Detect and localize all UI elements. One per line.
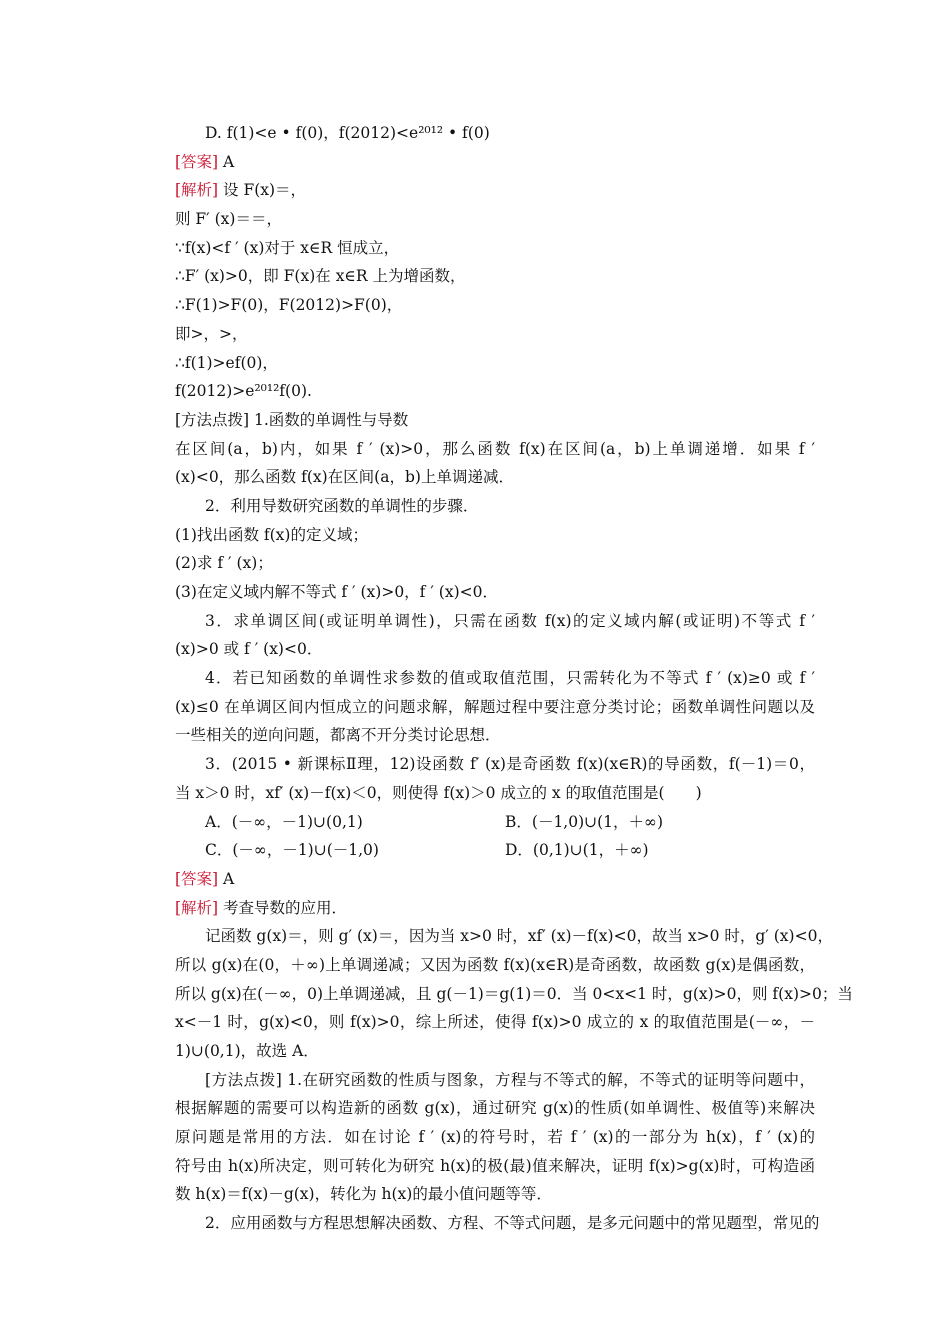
line-text: 2．应用函数与方程思想解决函数、方程、不等式问题，是多元问题中的常见题型，常见的 [205, 1214, 820, 1233]
line-text: A [218, 152, 235, 171]
question-line [175, 779, 815, 808]
text-line [175, 262, 815, 291]
text-line [175, 521, 815, 550]
line-text: 所以 g(x)在(－∞，0)上单调递减，且 g(－1)＝g(1)＝0．当 0<x<1 时，g(x)>0，则 f(x)>0；当 [175, 984, 853, 1003]
line-text: [方法点拨] 1.在研究函数的性质与图象，方程与不等式的解，不等式的证明等问题中， [205, 1070, 815, 1089]
line-text: x<－1 时，g(x)<0，则 f(x)>0，综上所述，使得 f(x)>0 成立的 x 的取值范围是(－∞，－ [175, 1013, 815, 1032]
line-text: 根据解题的需要可以构造新的函数 g(x)，通过研究 g(x)的性质(如单调性、极值等)来解决 [175, 1099, 815, 1118]
option-d: D．(0,1)∪(1，＋∞) [505, 841, 649, 860]
question-line [175, 750, 815, 779]
line-text: ∴f(1)>ef(0)， [175, 353, 278, 372]
text-line [175, 721, 815, 750]
line-text: 原问题是常用的方法．如在讨论 f ′ (x)的符号时，若 f ′ (x)的一部分为 h(x)，f ′ (x)的 [175, 1128, 815, 1147]
line-text: 符号由 h(x)所决定，则可转化为研究 h(x)的极(最)值来解决，证明 f(x)>g(x)时，可构造函 [175, 1156, 815, 1175]
text-line [175, 1037, 815, 1066]
text-line [175, 320, 815, 349]
text-line [175, 1123, 815, 1152]
answer-tag: [答案] [175, 152, 219, 171]
answer-line [175, 865, 815, 894]
text-line [175, 205, 815, 234]
answer-line [175, 148, 815, 177]
text-line [175, 1209, 820, 1238]
text-line [175, 349, 815, 378]
line-text: ∵f(x)<f ′ (x)对于 x∈R 恒成立， [175, 238, 400, 257]
line-text: 1)∪(0,1)，故选 A． [175, 1042, 319, 1060]
line-text: 在区间(a，b)内，如果 f ′ (x)>0，那么函数 f(x)在区间(a，b)上单调递增．如果 f ′ [175, 439, 815, 458]
line-text: 数 h(x)＝f(x)－g(x)，转化为 h(x)的最小值问题等等． [175, 1185, 552, 1204]
text-line [175, 1094, 815, 1123]
document-body [175, 119, 853, 1238]
option-d-line [175, 119, 815, 148]
text-line [175, 607, 815, 636]
analysis-tag: [解析] [175, 898, 219, 917]
line-text: 即>，>， [175, 324, 248, 343]
text-line [175, 951, 815, 980]
line-text: ∴F(1)>F(0)，F(2012)>F(0)， [175, 296, 403, 315]
line-text: A [218, 869, 235, 888]
line-text: f(2012)>e²⁰¹²f(0). [175, 382, 312, 401]
line-text: D. f(1)<e • f(0)，f(2012)<e²⁰¹² • f(0) [205, 124, 490, 142]
text-line [175, 1152, 815, 1181]
line-text: (x)≤0 在单调区间内恒成立的问题求解，解题过程中要注意分类讨论；函数单调性问题以及 [175, 697, 815, 716]
analysis-tag: [解析] [175, 181, 219, 200]
method-heading [175, 406, 815, 435]
line-text: 3．(2015 • 新课标Ⅱ理，12)设函数 f′ (x)是奇函数 f(x)(x∈R)的导函数，f(－1)＝0， [205, 755, 815, 774]
line-text: ∴F′ (x)>0，即 F(x)在 x∈R 上为增函数， [175, 267, 466, 286]
method-heading [175, 1066, 815, 1095]
analysis-line [175, 176, 815, 205]
line-text: 设 F(x)＝， [218, 181, 307, 200]
text-line [175, 492, 815, 521]
line-text: 所以 g(x)在(0，＋∞)上单调递减；又因为函数 f(x)(x∈R)是奇函数，故函数 g(x)是偶函数， [175, 955, 815, 974]
option-b: B．(－1,0)∪(1，＋∞) [505, 812, 663, 831]
text-line [175, 291, 815, 320]
text-line [175, 693, 815, 722]
line-text: [方法点拨] 1.函数的单调性与导数 [175, 410, 409, 429]
text-line [175, 578, 815, 607]
text-line [175, 980, 853, 1009]
options-line [175, 836, 815, 865]
text-line [175, 635, 815, 664]
text-line [175, 463, 815, 492]
line-text: (2)求 f ′ (x)； [175, 554, 273, 573]
line-text: 3．求单调区间(或证明单调性)，只需在函数 f(x)的定义域内解(或证明)不等式 f ′ [205, 611, 815, 630]
line-text: 记函数 g(x)＝，则 g′ (x)＝，因为当 x>0 时，xf′ (x)－f(x)<0，故当 x>0 时，g′ (x)<0， [205, 927, 833, 946]
text-line [175, 234, 815, 263]
text-line [175, 549, 815, 578]
options-line [175, 808, 815, 837]
text-line [175, 922, 833, 951]
text-line [175, 664, 815, 693]
analysis-line [175, 894, 815, 923]
text-line [175, 1008, 815, 1037]
line-text: 当 x＞0 时，xf′ (x)－f(x)＜0，则使得 f(x)＞0 成立的 x 的取值范围是( ) [175, 783, 702, 802]
option-c: C．(－∞，－1)∪(－1,0) [205, 841, 379, 860]
line-text: 2．利用导数研究函数的单调性的步骤． [205, 496, 479, 515]
text-line [175, 435, 815, 464]
text-line [175, 377, 815, 406]
line-text: (1)找出函数 f(x)的定义域； [175, 525, 368, 544]
line-text: (x)>0 或 f ′ (x)<0． [175, 640, 323, 659]
line-text: 一些相关的逆向问题，都离不开分类讨论思想． [175, 726, 501, 745]
line-text: (3)在定义域内解不等式 f ′ (x)>0，f ′ (x)<0． [175, 583, 498, 601]
line-text: 考查导数的应用． [218, 898, 348, 917]
line-text: 4．若已知函数的单调性求参数的值或取值范围，只需转化为不等式 f ′ (x)≥0 或 f ′ [205, 669, 815, 688]
line-text: (x)<0，那么函数 f(x)在区间(a，b)上单调递减． [175, 468, 514, 487]
answer-tag: [答案] [175, 869, 219, 888]
text-line [175, 1180, 815, 1209]
option-a: A．(－∞，－1)∪(0,1) [205, 812, 363, 831]
line-text: 则 F′ (x)＝＝， [175, 210, 282, 229]
